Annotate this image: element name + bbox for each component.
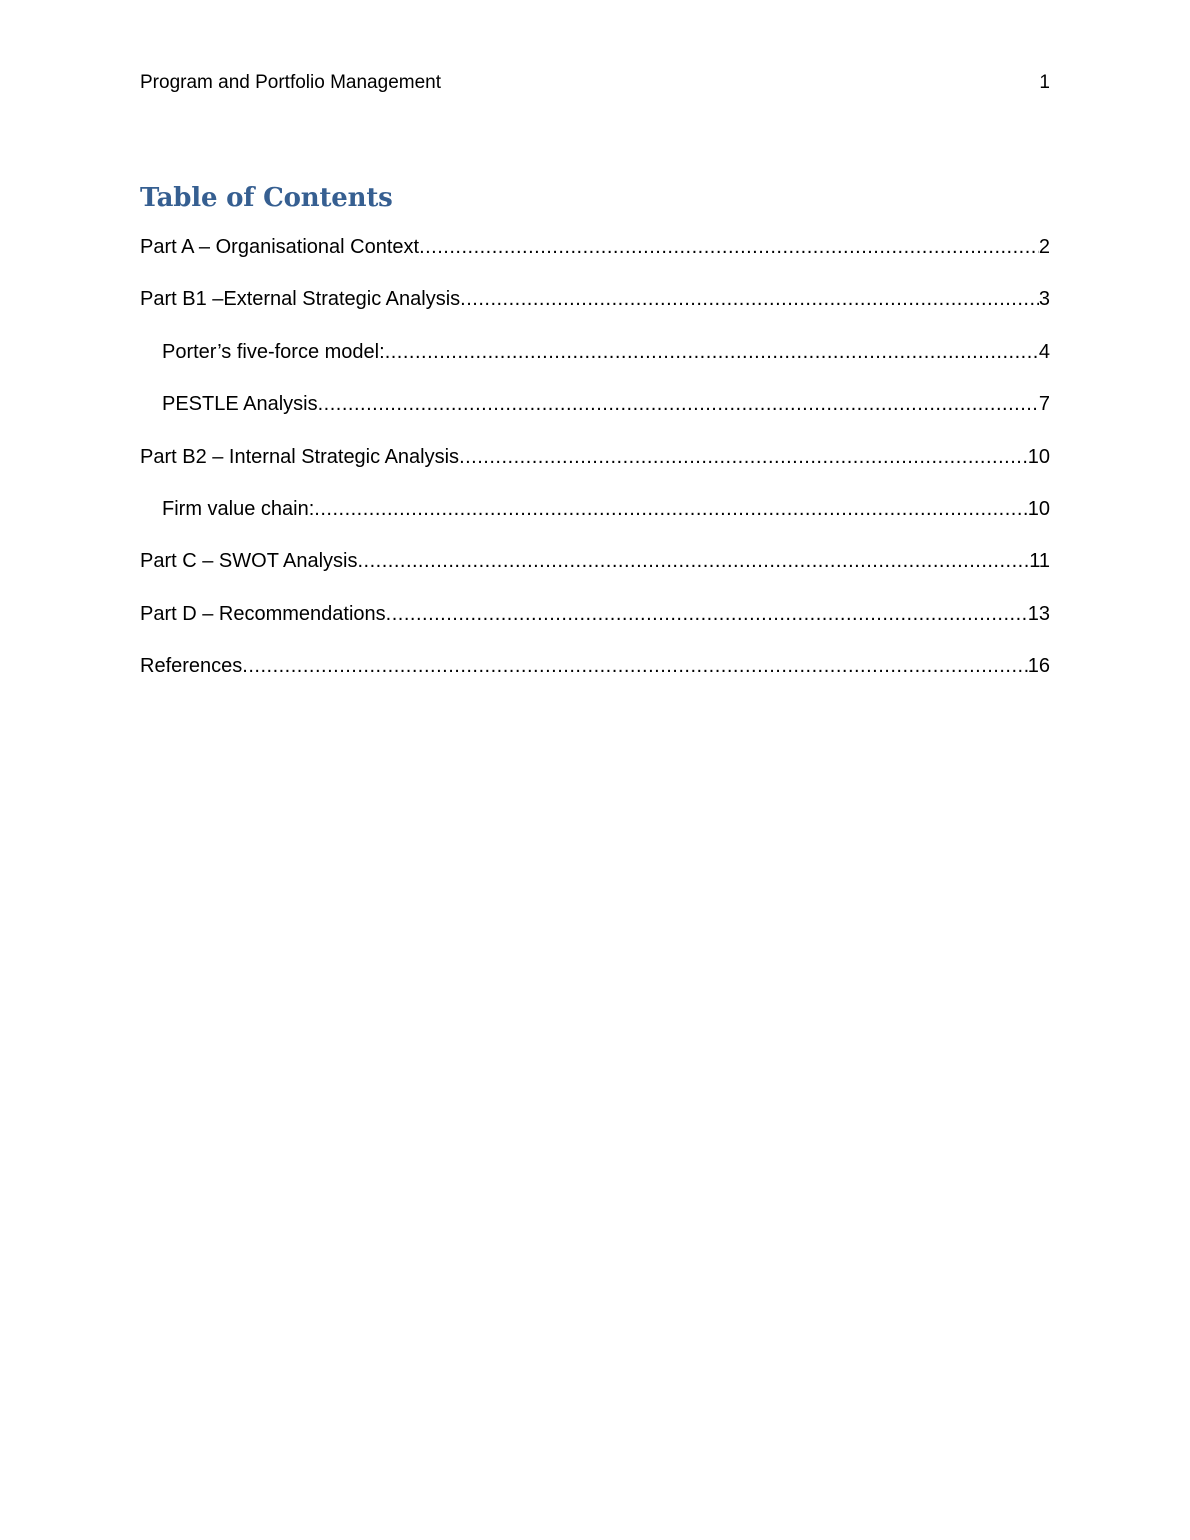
toc-entry-external-strategic-analysis[interactable] bbox=[140, 288, 1050, 340]
table-of-contents bbox=[140, 236, 1050, 708]
page-header bbox=[140, 70, 1050, 96]
toc-entry-references[interactable] bbox=[140, 655, 1050, 707]
toc-dot-leader bbox=[460, 288, 1039, 311]
toc-dot-leader bbox=[242, 655, 1027, 678]
toc-entry-page: 3 bbox=[1038, 288, 1050, 311]
toc-entry-label: References bbox=[140, 655, 243, 678]
toc-entry-porters-five-force[interactable] bbox=[140, 341, 1050, 393]
toc-entry-pestle-analysis[interactable] bbox=[140, 393, 1050, 445]
toc-entry-recommendations[interactable] bbox=[140, 603, 1050, 655]
toc-dot-leader bbox=[385, 341, 1039, 364]
toc-entry-label: Part B2 – Internal Strategic Analysis bbox=[140, 445, 460, 468]
toc-entry-page: 10 bbox=[1027, 445, 1050, 468]
toc-dot-leader bbox=[357, 550, 1029, 573]
toc-entry-page: 10 bbox=[1027, 497, 1050, 520]
toc-entry-label: Firm value chain: bbox=[162, 497, 315, 520]
toc-heading: Table of Contents bbox=[140, 183, 393, 213]
toc-entry-label: Part A – Organisational Context bbox=[140, 236, 420, 258]
toc-entry-label: PESTLE Analysis bbox=[162, 393, 318, 416]
toc-dot-leader bbox=[419, 236, 1039, 259]
toc-entry-swot-analysis[interactable] bbox=[140, 550, 1050, 602]
toc-entry-firm-value-chain[interactable] bbox=[140, 498, 1050, 550]
toc-entry-label: Porter’s five-force model: bbox=[162, 340, 385, 363]
toc-entry-organisational-context[interactable] bbox=[140, 236, 1050, 288]
toc-entry-page: 11 bbox=[1029, 550, 1050, 573]
toc-entry-label: Part B1 –External Strategic Analysis bbox=[140, 288, 461, 311]
toc-entry-page: 16 bbox=[1027, 655, 1050, 678]
toc-entry-label: Part C – SWOT Analysis bbox=[140, 550, 358, 573]
toc-dot-leader bbox=[318, 393, 1039, 416]
toc-entry-page: 13 bbox=[1027, 602, 1050, 625]
toc-entry-page: 7 bbox=[1038, 393, 1050, 416]
toc-entry-page: 4 bbox=[1038, 340, 1050, 363]
toc-dot-leader bbox=[314, 498, 1027, 521]
toc-entry-internal-strategic-analysis[interactable] bbox=[140, 446, 1050, 498]
toc-dot-leader bbox=[459, 446, 1028, 469]
page-number: 1 bbox=[1039, 72, 1050, 93]
document-title: Program and Portfolio Management bbox=[140, 72, 441, 93]
toc-dot-leader bbox=[386, 603, 1028, 626]
toc-entry-page: 2 bbox=[1038, 236, 1050, 258]
toc-entry-label: Part D – Recommendations bbox=[140, 602, 386, 625]
